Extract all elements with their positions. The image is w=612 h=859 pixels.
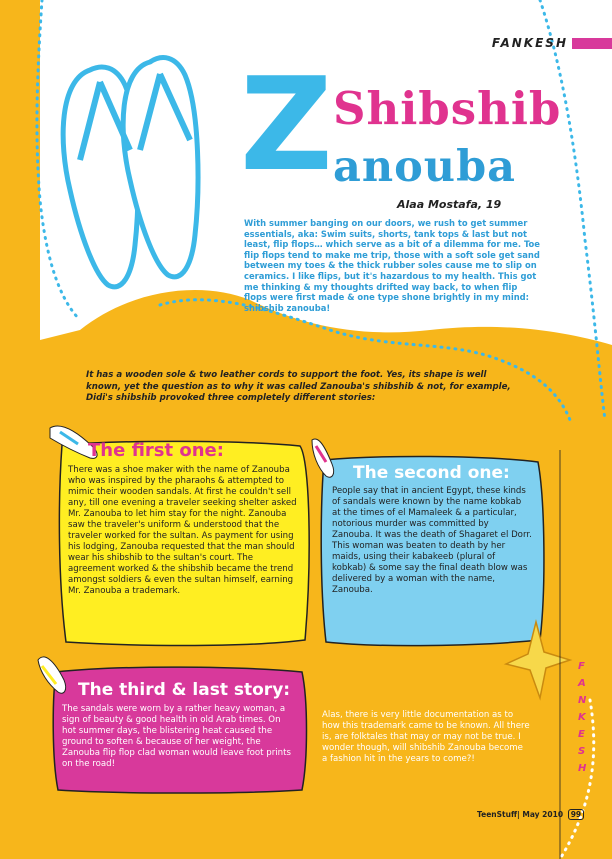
page-footer <box>477 809 584 820</box>
footer-magazine: TeenStuff| May 2010 <box>477 810 564 819</box>
title-initial-letter: Z <box>240 51 333 200</box>
section-tag: FANKESH <box>491 36 568 50</box>
intro-paragraph: With summer banging on our doors, we rush to get summer essentials, aka: Swim suits, shorts, tank tops & last but not least, flip flops… which serve as a bit of a dilemma for me. Toe flip flops tend to make me trip, those with a soft sole get sand between my toes & the thick rubber soles cause me to slip on ceramics. I like flips, but it's hazardous to my health. This got me thinking & my thoughts drifted way back, to when flip flops were first made & one type shone brightly in my mind: shibshib zanouba! <box>244 218 540 313</box>
story-1-title: The first one: <box>88 440 224 461</box>
side-section-tag: FANKESH <box>578 661 593 774</box>
story-2-title: The second one: <box>353 463 510 483</box>
sandal-icon-3 <box>38 657 66 693</box>
author-byline: Alaa Mostafa, 19 <box>397 198 502 211</box>
closing-paragraph: Alas, there is very little documentation as to how this trademark came to be known. All there is, are folktales that may or may not be true. I wonder though, will shibshib Zanouba become a fashion hit in the years to come?! <box>322 710 530 764</box>
story-3-text: The sandals were worn by a rather heavy woman, a sign of beauty & good health in old Arab times. On hot summer days, the blistering heat caused the ground to soften & because of her weight, the Zanouba flip flop clad woman would leave foot prints on the road! <box>62 704 291 769</box>
page-number: 99 <box>568 809 584 820</box>
article-title-line1: Shibshib <box>333 82 562 135</box>
story-1-text: There was a shoe maker with the name of Zanouba who was inspired by the pharaohs & attempted to mimic their wooden sandals. At first he couldn't sell any, till one evening a traveler seeking shelter asked Mr. Zanouba to let him stay for the night. Zanouba saw the traveler's uniform & understood that the traveler worked for the sultan. As payment for using his lodging, Zanouba requested that the man should wear his shibshib to the sultan's court. The agreement worked & the shibshib became the trend amongst soldiers & even the sultan himself, earning Mr. Zanouba a trademark. <box>68 465 297 596</box>
sandal-icon-2 <box>312 439 334 477</box>
section-tag-bar <box>572 38 612 49</box>
article-title-line2: anouba <box>333 142 516 192</box>
lead-paragraph: It has a wooden sole & two leather cords to support the foot. Yes, its shape is well known, yet the question as to why it was called Zanouba's shibshib & not, for example, Didi's shibshib provoked three completely different stories: <box>86 370 511 403</box>
story-2-text: People say that in ancient Egypt, these kinds of sandals were known by the name kobkab at the times of el Mamaleek & a particular, notorious murder was committed by Zanouba. It was the death of Shagaret el Dorr. This woman was beaten to death by her maids, using their kabakeeb (plural of kobkab) & some say the final death blow was delivered by a woman with the name, Zanouba. <box>332 486 532 595</box>
story-3-title: The third & last story: <box>78 680 291 700</box>
